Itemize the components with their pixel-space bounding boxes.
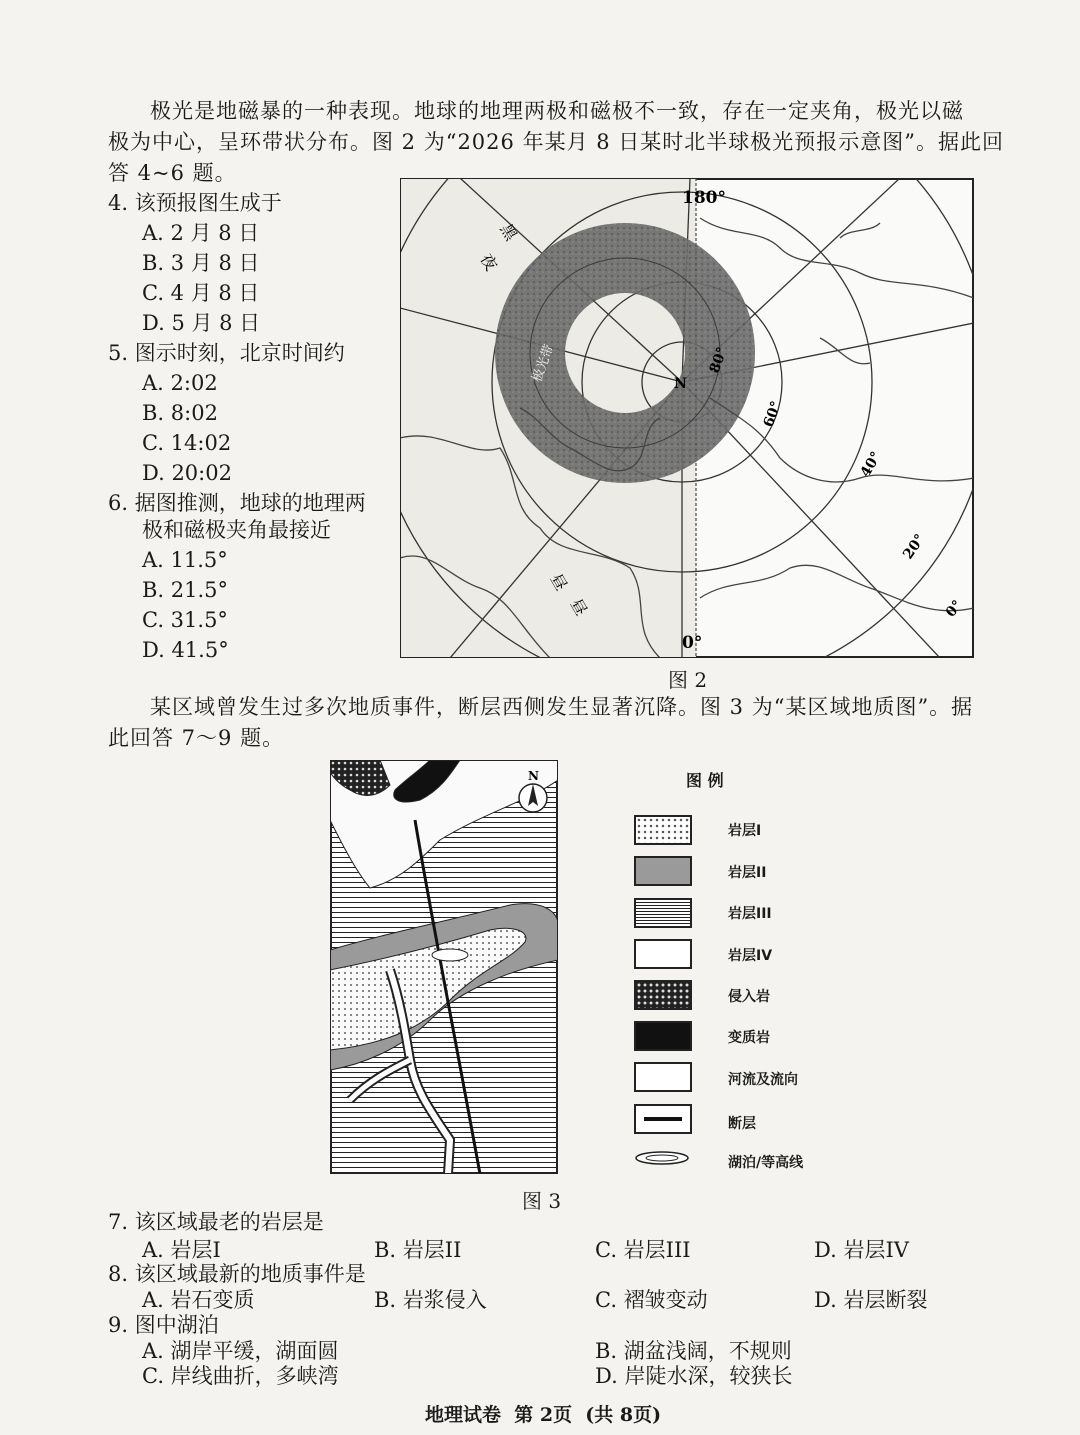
legend-label-intrusive: 侵入岩: [728, 989, 770, 1005]
legend-label-lake: 湖泊/等高线: [728, 1155, 804, 1171]
q4-option-d: D. 5 月 8 日: [142, 311, 261, 335]
legend-label-layer-3: 岩层III: [728, 906, 772, 922]
q8-option-b: B. 岩浆侵入: [374, 1288, 487, 1312]
legend-title: 图 例: [686, 771, 724, 790]
q6-stem-line-2: 极和磁极夹角最接近: [142, 518, 331, 542]
q8-option-d: D. 岩层断裂: [814, 1288, 928, 1312]
q7-option-c: C. 岩层III: [595, 1238, 691, 1262]
q4-option-a: A. 2 月 8 日: [142, 221, 260, 245]
legend-label-river: 河流及流向: [728, 1072, 798, 1088]
q6-option-d: D. 41.5°: [142, 638, 229, 662]
legend-swatch-river: [634, 1062, 692, 1092]
label-lat-80: 80°: [706, 345, 731, 376]
q9-option-b: B. 湖盆浅阔，不规则: [595, 1339, 792, 1363]
label-north-pole: N: [674, 376, 687, 392]
intro2-line-2: 此回答 7～9 题。: [108, 726, 285, 750]
legend-swatch-metamorphic: [634, 1021, 692, 1051]
intro2-line-1: 某区域曾发生过多次地质事件，断层西侧发生显著沉降。图 3 为“某区域地质图”。据: [150, 695, 974, 719]
intro-line-1: 极光是地磁暴的一种表现。地球的地理两极和磁极不一致，存在一定夹角，极光以磁: [150, 99, 964, 123]
q8-stem: 8. 该区域最新的地质事件是: [108, 1262, 366, 1286]
figure-3-caption: 图 3: [522, 1189, 562, 1213]
legend-swatch-layer-1: [634, 815, 692, 845]
q5-stem: 5. 图示时刻，北京时间约: [108, 341, 345, 365]
legend-label-layer-2: 岩层II: [728, 865, 767, 881]
q9-stem: 9. 图中湖泊: [108, 1313, 219, 1337]
intro-line-3: 答 4~6 题。: [108, 161, 237, 185]
label-lat-40: 40°: [857, 449, 885, 480]
q9-option-a: A. 湖岸平缓，湖面圆: [142, 1339, 339, 1363]
q9-option-d: D. 岸陡水深，较狭长: [595, 1364, 793, 1388]
q5-option-c: C. 14:02: [142, 431, 232, 455]
label-180: 180°: [682, 188, 726, 208]
legend-swatch-layer-2: [634, 856, 692, 886]
q7-option-b: B. 岩层II: [374, 1238, 462, 1262]
legend-label-metamorphic: 变质岩: [728, 1030, 770, 1046]
label-day-bottom: 昼: [546, 570, 571, 594]
label-night-top: 夜: [476, 250, 501, 274]
q5-option-d: D. 20:02: [142, 461, 232, 485]
q7-option-a: A. 岩层I: [142, 1238, 221, 1262]
legend-swatch-fault: [634, 1104, 692, 1134]
q5-option-b: B. 8:02: [142, 401, 218, 425]
q5-option-a: A. 2:02: [142, 371, 218, 395]
q8-option-c: C. 褶皱变动: [595, 1288, 708, 1312]
label-lat-20: 20°: [900, 531, 929, 563]
legend-label-layer-1: 岩层I: [728, 823, 762, 839]
q6-option-b: B. 21.5°: [142, 578, 229, 602]
intro-line-2: 极为中心，呈环带状分布。图 2 为“2026 年某月 8 日某时北半球极光预报示意图”。据此回: [108, 130, 1005, 154]
page-footer: 地理试卷 第 2页 (共 8页): [425, 1404, 662, 1426]
q8-option-a: A. 岩石变质: [142, 1288, 255, 1312]
figure-2-caption: 图 2: [668, 668, 708, 692]
fault-line-icon: [644, 1117, 682, 1121]
label-day-bottom-2: 昼: [566, 595, 591, 619]
q6-option-a: A. 11.5°: [142, 548, 228, 572]
figure-2-aurora-map: [400, 178, 974, 658]
north-label: N: [528, 769, 539, 783]
legend-label-fault: 断层: [728, 1116, 756, 1132]
q7-stem: 7. 该区域最老的岩层是: [108, 1210, 324, 1234]
label-0-bottom: 0°: [682, 633, 703, 653]
label-aurora-band: 极光带: [529, 342, 558, 385]
q9-option-c: C. 岸线曲折，多峡湾: [142, 1364, 339, 1388]
legend-label-layer-4: 岩层IV: [728, 948, 773, 964]
label-lon-0: 0°: [942, 597, 966, 621]
q4-option-b: B. 3 月 8 日: [142, 251, 260, 275]
legend-swatch-layer-3: [634, 898, 692, 928]
legend-swatch-lake: [634, 1150, 690, 1166]
label-lat-60: 60°: [760, 399, 785, 430]
label-night-top-2: 黑: [496, 220, 521, 244]
q4-option-c: C. 4 月 8 日: [142, 281, 260, 305]
figure-3-geologic-map: [330, 760, 558, 1174]
q7-option-d: D. 岩层IV: [814, 1238, 909, 1262]
q4-stem: 4. 该预报图生成于: [108, 191, 282, 215]
q6-option-c: C. 31.5°: [142, 608, 228, 632]
q6-stem-line-1: 6. 据图推测，地球的地理两: [108, 491, 366, 515]
legend-swatch-intrusive: [634, 980, 692, 1010]
legend-swatch-layer-4: [634, 939, 692, 969]
